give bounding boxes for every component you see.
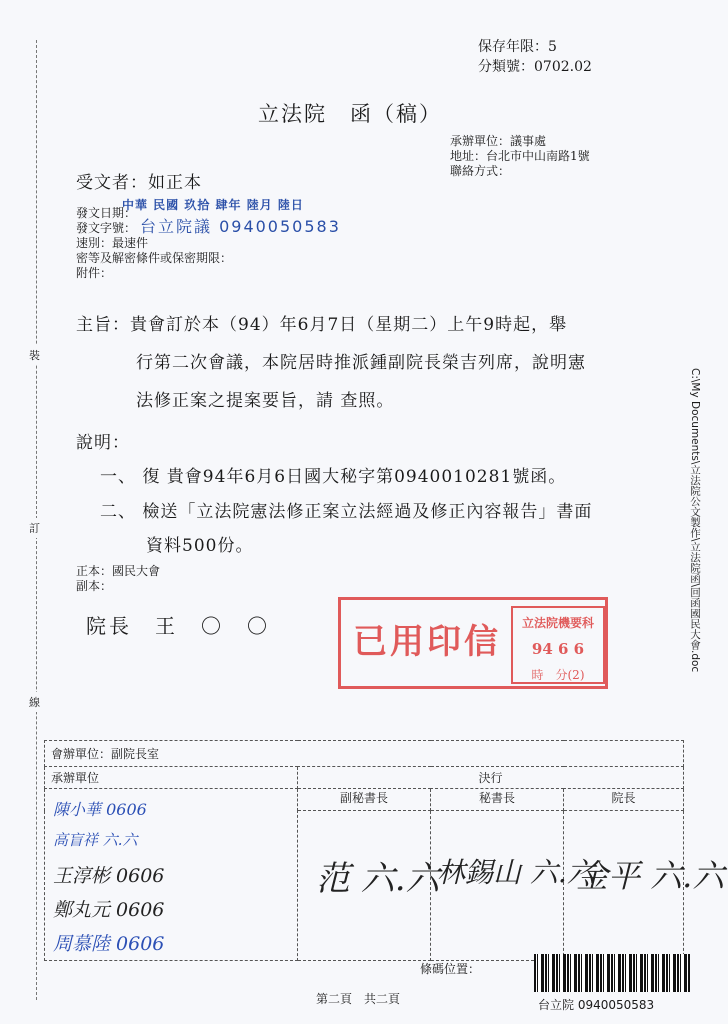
handwritten-name-5: 周慕陸 0606 xyxy=(53,933,165,955)
handwritten-name-1: 陳小華 0606 xyxy=(53,800,147,819)
handling-unit: 承辦單位：議事處 xyxy=(450,134,547,148)
signature-2: 林錫山 六.六 xyxy=(437,856,595,889)
explanation-label: 說明： xyxy=(76,433,130,453)
signature-cell-2 xyxy=(431,811,595,961)
handling-unit-label: 承辦單位 xyxy=(51,771,100,785)
date-label: 發文日期： xyxy=(76,206,137,220)
signature-1: 范 六.六 xyxy=(316,859,440,899)
subject-line-1: 主旨：貴會訂於本（94）年6月7日（星期二）上午9時起，舉 xyxy=(76,315,568,335)
co-unit: 會辦單位：副院長室 xyxy=(51,747,160,761)
copy-recipient: 副本： xyxy=(76,579,113,593)
contact-method: 聯絡方式： xyxy=(450,164,511,178)
issuer-address: 地址：台北市中山南路1號 xyxy=(450,149,590,163)
signoff-table xyxy=(44,740,725,961)
explanation-item-2a: 二、 檢送「立法院憲法修正案立法經過及修正內容報告」書面 xyxy=(100,502,593,522)
binding-char-3: 線 xyxy=(29,692,40,712)
used-seal-stamp xyxy=(338,597,608,689)
role-deputy-secretary-general: 副秘書長 xyxy=(339,791,388,805)
classification-number: 分類號：0702.02 xyxy=(478,59,592,75)
date-stamp: 中華 民國 玖拾 肆年 陸月 陸日 xyxy=(122,198,304,212)
number-stamp: 台立院議 0940050583 xyxy=(140,217,341,236)
role-secretary-general: 秘書長 xyxy=(478,791,515,805)
handwritten-name-2: 高盲祥 六.六 xyxy=(53,831,138,849)
stamp-sub-box xyxy=(511,606,605,684)
explanation-item-2b: 資料500份。 xyxy=(146,536,254,556)
signature-3: 金平 六.六 xyxy=(576,857,725,895)
handwritten-name-3: 王淳彬 0606 xyxy=(53,865,165,887)
binding-char-1: 裝 xyxy=(29,345,40,365)
speed-class: 速別：最速件 xyxy=(76,236,149,250)
binding-char-2: 訂 xyxy=(29,518,40,538)
page-footer: 第二頁 共二頁 xyxy=(316,992,401,1006)
document-title: 立法院 函（稿） xyxy=(258,102,442,126)
handling-unit-signatures xyxy=(45,789,298,961)
number-label: 發文字號： xyxy=(76,221,137,235)
decision-label: 決行 xyxy=(478,771,503,785)
role-header-2 xyxy=(431,789,564,811)
role-header-3 xyxy=(564,789,684,811)
explanation-item-1: 一、 復 貴會94年6月6日國大秘字第0940010281號函。 xyxy=(100,467,567,487)
barcode-label: 條碼位置： xyxy=(420,962,481,976)
stamp-date: 94 6 6 xyxy=(531,640,585,658)
signature-cell-3 xyxy=(564,811,725,961)
handling-unit-header xyxy=(45,767,298,789)
original-recipient: 正本：國民大會 xyxy=(76,564,161,578)
retention-period: 保存年限：5 xyxy=(478,39,557,55)
secrecy-level: 密等及解密條件或保密期限： xyxy=(76,251,233,265)
role-header-1 xyxy=(298,789,431,811)
file-path: C:\My Documents\立法院公文製作\立法院函\回函國民大會.doc xyxy=(689,368,701,673)
stamp-main-text: 已用印信 xyxy=(353,622,501,662)
subject-line-2: 行第二次會議，本院居時推派鍾副院長榮吉列席，說明憲 xyxy=(136,353,586,373)
role-president: 院長 xyxy=(611,791,636,805)
stamp-time: 時 分(2) xyxy=(531,668,585,682)
handwritten-name-4: 鄭丸元 0606 xyxy=(53,899,165,921)
signatory: 院長 王 〇 〇 xyxy=(86,614,270,638)
co-unit-cell xyxy=(45,741,684,767)
stamp-dept: 立法院機要科 xyxy=(521,616,594,630)
decision-header xyxy=(298,767,684,789)
barcode-number: 台立院 0940050583 xyxy=(538,998,655,1012)
recipient: 受文者：如正本 xyxy=(76,173,202,193)
attachments: 附件： xyxy=(76,266,113,280)
barcode xyxy=(534,954,690,992)
signature-cell-1 xyxy=(298,811,440,961)
subject-line-3: 法修正案之提案要旨，請 查照。 xyxy=(136,391,395,411)
